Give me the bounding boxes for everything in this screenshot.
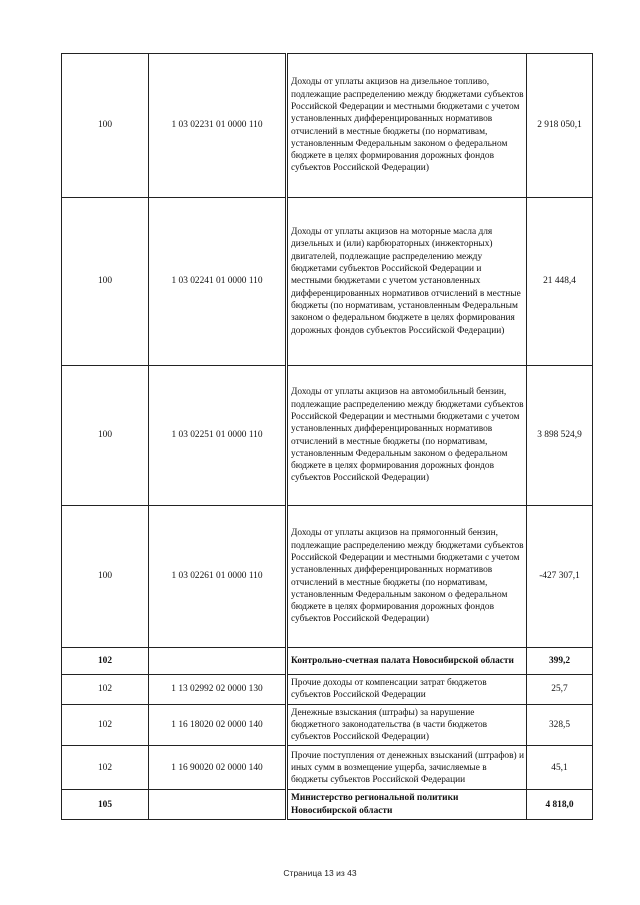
budget-code-cell bbox=[149, 648, 287, 675]
admin-code-cell: 100 bbox=[62, 506, 149, 648]
admin-code-cell: 102 bbox=[62, 704, 149, 746]
revenue-table bbox=[61, 53, 593, 820]
admin-code-cell: 102 bbox=[62, 746, 149, 790]
table-row bbox=[62, 675, 593, 705]
table-row bbox=[62, 704, 593, 746]
revenue-name-cell: Доходы от уплаты акцизов на дизельное топливо, подлежащие распределению между бюджетами субъектов Российской Федерации и местными бюджетами с учетом установленных дифференцированных нормативов отчислений в местные бюджеты (по нормативам, установленным Федеральным законом о федеральном бюджете в целях формирования дорожных фондов субъектов Российской Федерации) bbox=[287, 54, 527, 198]
amount-cell: 45,1 bbox=[527, 746, 593, 790]
revenue-name-cell: Министерство региональной политики Новосибирской области bbox=[287, 790, 527, 820]
page-footer: Страница 13 из 43 bbox=[283, 868, 357, 878]
table-row bbox=[62, 198, 593, 366]
admin-code-cell: 102 bbox=[62, 648, 149, 675]
budget-code-cell bbox=[149, 790, 287, 820]
revenue-name-cell: Доходы от уплаты акцизов на моторные масла для дизельных и (или) карбюраторных (инжекторных) двигателей, подлежащие распределению между бюджетами субъектов Российской Федерации и местными бюджетами с учетом установленных дифференцированных нормативов отчислений в местные бюджеты (по нормативам, установленным Федеральным законом о федеральном бюджете в целях формирования дорожных фондов субъектов Российской Федерации) bbox=[287, 198, 527, 366]
amount-cell: -427 307,1 bbox=[527, 506, 593, 648]
budget-code-cell: 1 03 02261 01 0000 110 bbox=[149, 506, 287, 648]
revenue-name-cell: Контрольно-счетная палата Новосибирской области bbox=[287, 648, 527, 675]
admin-code-cell: 102 bbox=[62, 675, 149, 705]
table-row bbox=[62, 506, 593, 648]
table-row bbox=[62, 648, 593, 675]
budget-code-cell: 1 13 02992 02 0000 130 bbox=[149, 675, 287, 705]
admin-code-cell: 100 bbox=[62, 54, 149, 198]
amount-cell: 3 898 524,9 bbox=[527, 366, 593, 506]
amount-cell: 399,2 bbox=[527, 648, 593, 675]
budget-code-cell: 1 16 90020 02 0000 140 bbox=[149, 746, 287, 790]
admin-code-cell: 100 bbox=[62, 198, 149, 366]
budget-code-cell: 1 03 02251 01 0000 110 bbox=[149, 366, 287, 506]
revenue-name-cell: Прочие поступления от денежных взысканий (штрафов) и иных сумм в возмещение ущерба, зачисляемые в бюджеты субъектов Российской Федерации bbox=[287, 746, 527, 790]
table-row bbox=[62, 366, 593, 506]
table-row bbox=[62, 746, 593, 790]
revenue-name-cell: Доходы от уплаты акцизов на автомобильный бензин, подлежащие распределению между бюджетами субъектов Российской Федерации и местными бюджетами с учетом установленных дифференцированных нормативов отчислений в местные бюджеты (по нормативам, установленным Федеральным законом о федеральном бюджете в целях формирования дорожных фондов субъектов Российской Федерации) bbox=[287, 366, 527, 506]
admin-code-cell: 105 bbox=[62, 790, 149, 820]
table-row bbox=[62, 790, 593, 820]
revenue-table-body bbox=[62, 54, 593, 820]
budget-code-cell: 1 16 18020 02 0000 140 bbox=[149, 704, 287, 746]
budget-code-cell: 1 03 02241 01 0000 110 bbox=[149, 198, 287, 366]
amount-cell: 2 918 050,1 bbox=[527, 54, 593, 198]
amount-cell: 21 448,4 bbox=[527, 198, 593, 366]
amount-cell: 4 818,0 bbox=[527, 790, 593, 820]
revenue-name-cell: Прочие доходы от компенсации затрат бюджетов субъектов Российской Федерации bbox=[287, 675, 527, 705]
table-row bbox=[62, 54, 593, 198]
amount-cell: 328,5 bbox=[527, 704, 593, 746]
amount-cell: 25,7 bbox=[527, 675, 593, 705]
admin-code-cell: 100 bbox=[62, 366, 149, 506]
revenue-name-cell: Доходы от уплаты акцизов на прямогонный бензин, подлежащие распределению между бюджетами субъектов Российской Федерации и местными бюджетами с учетом установленных дифференцированных нормативов отчислений в местные бюджеты (по нормативам, установленным Федеральным законом о федеральном бюджете в целях формирования дорожных фондов субъектов Российской Федерации) bbox=[287, 506, 527, 648]
budget-code-cell: 1 03 02231 01 0000 110 bbox=[149, 54, 287, 198]
revenue-name-cell: Денежные взыскания (штрафы) за нарушение бюджетного законодательства (в части бюджетов субъектов Российской Федерации) bbox=[287, 704, 527, 746]
